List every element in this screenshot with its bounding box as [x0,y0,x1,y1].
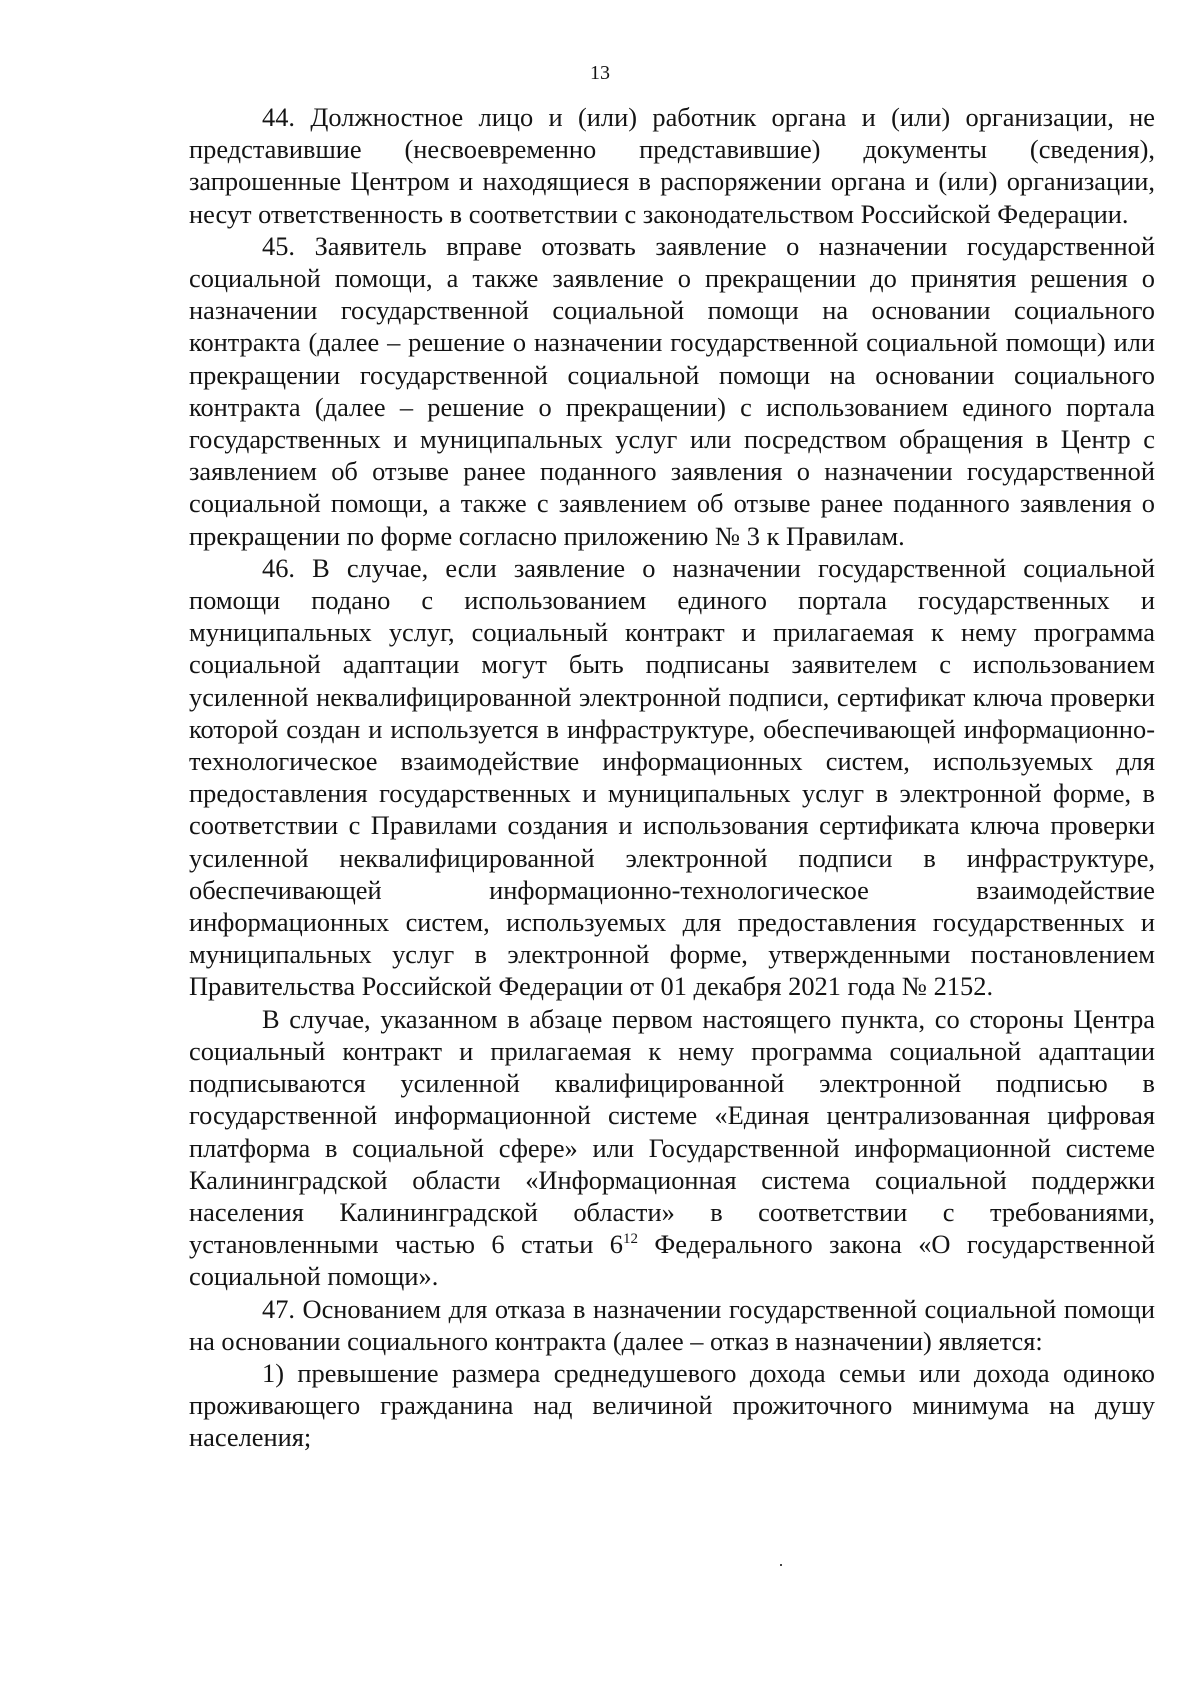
document-body [189,101,1155,1454]
paragraph-45: 45. Заявитель вправе отозвать заявление о назначении государственной социальной помощи, а также заявление о прекращении до принятия решения о назначении государственной социальной помощи на основании социального контракта (далее – решение о назначении государственной социальной помощи) или прекращении государственной социальной помощи на основании социального контракта (далее – решение о прекращении) с использованием единого портала государственных и муниципальных услуг или посредством обращения в Центр с заявлением об отзыве ранее поданного заявления о назначении государственной социальной помощи, а также с заявлением об отзыве ранее поданного заявления о прекращении по форме согласно приложению № 3 к Правилам. [189,230,1155,551]
paragraph-46: 46. В случае, если заявление о назначении государственной социальной помощи подано с использованием единого портала государственных и муниципальных услуг, социальный контракт и прилагаемая к нему программа социальной адаптации могут быть подписаны заявителем с использованием усиленной неквалифицированной электронной подписи, сертификат ключа проверки которой создан и используется в инфраструктуре, обеспечивающей информационно-технологическое взаимодействие информационных систем, используемых для предоставления государственных и муниципальных услуг в электронной форме, в соответствии с Правилами создания и использования сертификата ключа проверки усиленной неквалифицированной электронной подписи в инфраструктуре, обеспечивающей информационно-технологическое взаимодействие информационных систем, используемых для предоставления государственных и муниципальных услуг в электронной форме, утвержденными постановлением Правительства Российской Федерации от 01 декабря 2021 года № 2152. [189,552,1155,1002]
paragraph-47-item-1: 1) превышение размера среднедушевого дохода семьи или дохода одиноко проживающего гражданина над величиной прожиточного минимума на душу населения; [189,1357,1155,1453]
paragraph-46-second [189,1003,1155,1293]
page-number: 13 [590,62,610,84]
paragraph-44: 44. Должностное лицо и (или) работник органа и (или) организации, не представившие (несвоевременно представившие) документы (сведения), запрошенные Центром и находящиеся в распоряжении органа и (или) организации, несут ответственность в соответствии с законодательством Российской Федерации. [189,102,1155,229]
scan-speck [780,1564,782,1566]
superscript-article-number: 12 [622,1231,638,1248]
paragraph-46-second-tail: Федерального закона «О государственной социальной помощи». [189,1229,1155,1292]
paragraph-47: 47. Основанием для отказа в назначении государственной социальной помощи на основании социального контракта (далее – отказ в назначении) является: [189,1293,1155,1356]
paragraph-46-second-text: В случае, указанном в абзаце первом настоящего пункта, со стороны Центра социальный контракт и прилагаемая к нему программа социальной адаптации подписываются усиленной квалифицированной электронной подписью в государственной информационной системе «Единая централизованная цифровая платформа в социальной сфере» или Государственной информационной системе Калининградской области «Информационная система социальной поддержки населения Калининградской области» в соответствии с требованиями, установленными частью 6 статьи 6 [189,1003,1155,1260]
